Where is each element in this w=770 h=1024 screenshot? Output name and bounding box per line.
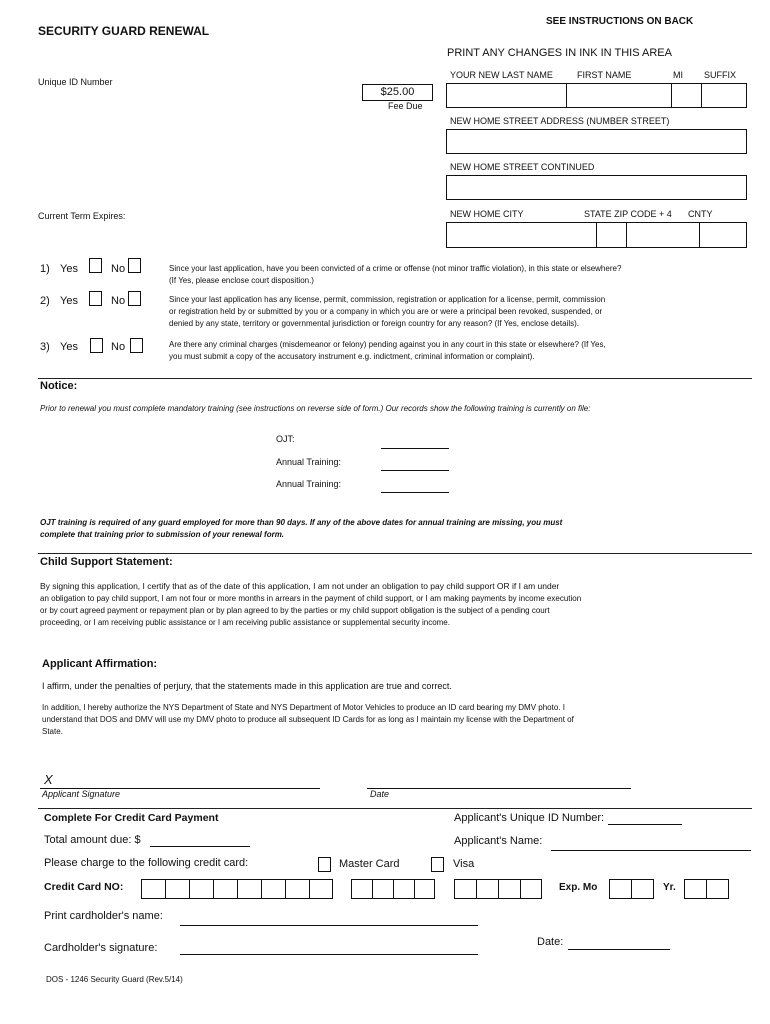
divider [38,808,752,809]
ojt-label: OJT: [276,434,295,444]
child-support-line-2: an obligation to pay child support, I am not four or more months in arrears in the payment of child support, or I am making payments by income execution [40,594,582,603]
cc-group-3[interactable] [454,879,542,899]
fee-due-label: Fee Due [388,101,423,111]
suffix-label: SUFFIX [704,70,737,80]
exp-month-boxes[interactable] [609,879,654,899]
divider [38,378,752,379]
divider [38,553,752,554]
ojt-date-line [381,448,449,449]
name-change-field[interactable] [446,83,747,108]
mastercard-label: Master Card [339,858,400,870]
cardholder-signature-label: Cardholder's signature: [44,942,158,954]
signature-x-mark: X [44,772,53,787]
q3-no-checkbox[interactable] [130,338,143,353]
county-label: CNTY [688,209,713,219]
payment-unique-id-line[interactable] [608,824,682,825]
street-address-field[interactable] [446,129,747,154]
visa-checkbox[interactable] [431,857,444,872]
mastercard-checkbox[interactable] [318,857,331,872]
affirmation-line-1: I affirm, under the penalties of perjury, that the statements made in this application are true and correct. [42,681,452,691]
q1-no-checkbox[interactable] [128,258,141,273]
city-label: NEW HOME CITY [450,209,524,219]
mi-label: MI [673,70,683,80]
fee-box: $25.00 [362,84,433,101]
total-due-label: Total amount due: $ [44,834,141,846]
affirmation-line-2: In addition, I hereby authorize the NYS Department of State and NYS Department of Motor Vehicles to produce an ID card bearing my DMV photo. I [42,703,565,712]
total-due-line[interactable] [150,846,250,847]
notice-text: Prior to renewal you must complete mandatory training (see instructions on reverse side of form.) Our records show the following training is currently on file: [40,404,591,413]
see-instructions-note: SEE INSTRUCTIONS ON BACK [546,16,694,27]
q2-no-checkbox[interactable] [128,291,141,306]
term-expires-label: Current Term Expires: [38,211,126,221]
credit-card-no-label: Credit Card NO: [44,881,124,893]
charge-to-label: Please charge to the following credit card: [44,857,249,869]
exp-year-label: Yr. [663,882,676,893]
annual-training-1-line [381,470,449,471]
payment-heading: Complete For Credit Card Payment [44,812,219,824]
affirmation-line-4: State. [42,727,63,736]
child-support-line-3: or by court agreed payment or repayment plan or by plan agreed to by the parties or my child support obligation is the subject of a pending court [40,606,550,615]
signature-date-label: Date [370,789,390,799]
exp-month-label: Exp. Mo [559,882,598,893]
cc-group-1[interactable] [141,879,333,899]
signature-date-line[interactable] [367,788,631,789]
street-continued-field[interactable] [446,175,747,200]
print-changes-heading: PRINT ANY CHANGES IN INK IN THIS AREA [447,47,672,59]
visa-label: Visa [453,858,475,870]
payment-unique-id-label: Applicant's Unique ID Number: [454,812,605,824]
unique-id-label: Unique ID Number [38,77,113,87]
state-zip-label: STATE ZIP CODE + 4 [584,209,672,219]
child-support-heading: Child Support Statement: [40,556,173,568]
q2-yes-checkbox[interactable] [89,291,102,306]
affirmation-heading: Applicant Affirmation: [42,658,158,670]
city-state-zip-field[interactable] [446,222,747,248]
annual-training-2-label: Annual Training: [276,479,342,489]
notice-heading: Notice: [40,380,78,392]
form-title: SECURITY GUARD RENEWAL [38,24,210,38]
ojt-warning-line-2: complete that training prior to submission of your renewal form. [40,530,285,539]
cardholder-signature-line[interactable] [180,954,478,955]
annual-training-2-line [381,492,449,493]
street-address-label: NEW HOME STREET ADDRESS (NUMBER STREET) [450,116,670,126]
q1-yes-checkbox[interactable] [89,258,102,273]
annual-training-1-label: Annual Training: [276,457,342,467]
cc-group-2[interactable] [351,879,435,899]
payment-name-line[interactable] [551,850,751,851]
payment-name-label: Applicant's Name: [454,835,543,847]
applicant-signature-label: Applicant Signature [42,789,121,799]
cardholder-date-line[interactable] [568,949,670,950]
first-name-label: FIRST NAME [577,70,632,80]
q3-yes-checkbox[interactable] [90,338,103,353]
ojt-warning-line-1: OJT training is required of any guard employed for more than 90 days. If any of the above dates for annual training are missing, you must [40,518,563,527]
child-support-line-1: By signing this application, I certify that as of the date of this application, I am not under an obligation to pay child support OR if I am under [40,581,560,591]
form-footer: DOS - 1246 Security Guard (Rev.5/14) [46,975,183,984]
affirmation-line-3: understand that DOS and DMV will use my DMV photo to produce all subsequent ID Cards for as long as I maintain my license with the Department of [42,715,574,724]
child-support-line-4: proceeding, or I am receiving public assistance or I am receiving public assistance or supplemental security income. [40,618,450,627]
cardholder-date-label: Date: [537,936,564,948]
cardholder-name-label: Print cardholder's name: [44,910,163,922]
cardholder-name-line[interactable] [180,925,478,926]
street-continued-label: NEW HOME STREET CONTINUED [450,162,595,172]
exp-year-boxes[interactable] [684,879,729,899]
last-name-label: YOUR NEW LAST NAME [450,70,553,80]
